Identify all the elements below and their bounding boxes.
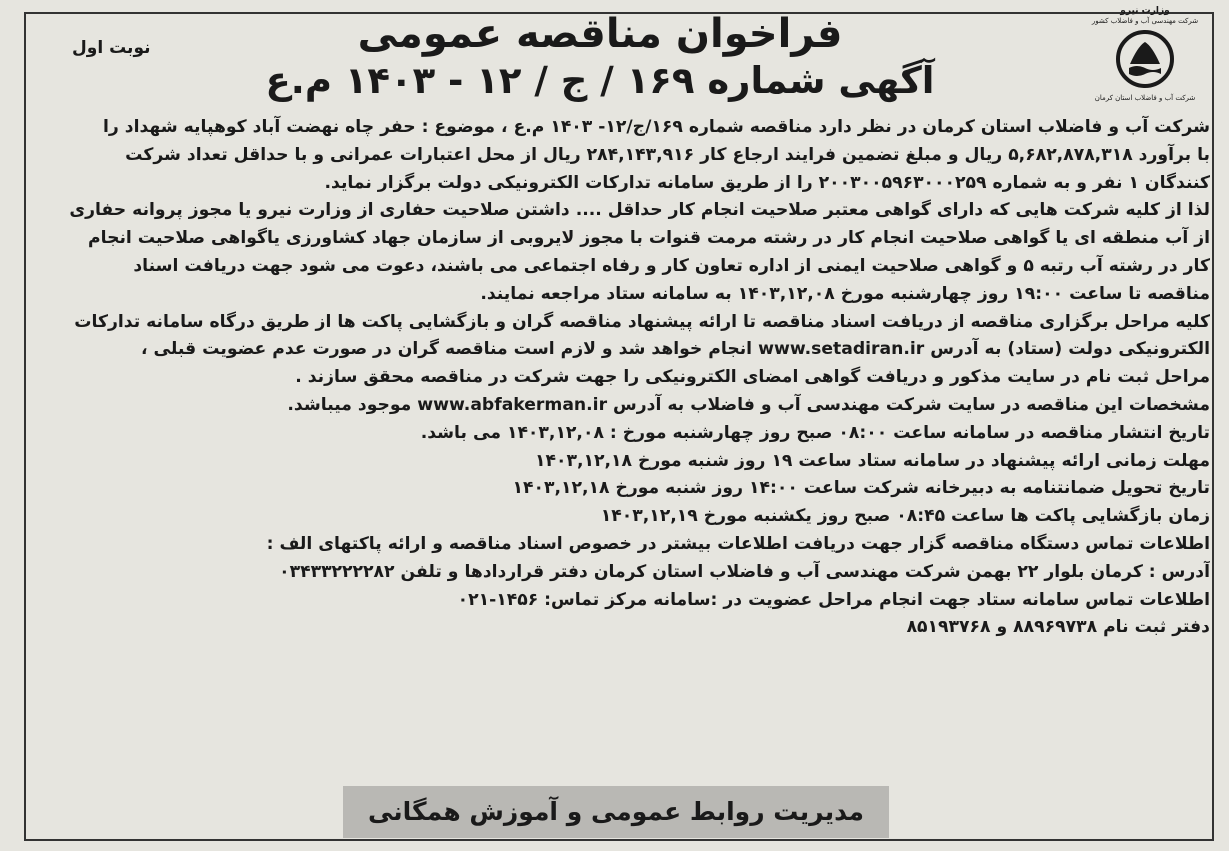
- body-line: شرکت آب و فاضلاب استان کرمان در نظر دارد مناقصه شماره ۱۶۹/ج/۱۲- ۱۴۰۳ م.ع ، موضوع : حفر چاه نهضت آباد کوهپایه شهداد را: [102, 117, 1210, 137]
- body-line: آدرس : کرمان بلوار ۲۲ بهمن شرکت مهندسی آب و فاضلاب استان کرمان دفتر قراردادها و تلفن ۰۳۴۳۳۲۲۲۲۸۲: [279, 561, 1210, 582]
- body-line: کنندگان ۱ نفر و به شماره ۲۰۰۳۰۰۵۹۶۳۰۰۰۲۵۹ را از طریق سامانه تدارکات الکترونیکی دولت برگزار نماید.: [324, 172, 1210, 193]
- page-title: فراخوان مناقصه عمومی: [357, 11, 843, 57]
- body-line: از آب منطقه ای یا گواهی صلاحیت انجام کار در رشته مرمت قنوات با مجوز لایروبی از سازمان جهاد کشاورزی یاگواهی صلاحیت انجام: [88, 228, 1210, 249]
- body-line: مناقصه تا ساعت ۱۹:۰۰ روز چهارشنبه مورخ ۱۴۰۳,۱۲,۰۸ به سامانه ستاد مراجعه نمایند.: [480, 283, 1210, 304]
- logo-ministry-text: وزارت نیرو: [1120, 6, 1170, 16]
- body-line: تاریخ انتشار مناقصه در سامانه ساعت ۰۸:۰۰ صبح روز چهارشنبه مورخ : ۱۴۰۳,۱۲,۰۸ می باشد.: [420, 422, 1210, 443]
- round-label: نوبت اول: [72, 38, 151, 58]
- body-line: مراحل ثبت نام در سایت مذکور و دریافت گواهی امضای الکترونیکی را جهت شرکت در مناقصه محقق سازند .: [295, 367, 1210, 388]
- body-line: اطلاعات تماس دستگاه مناقصه گزار جهت دریافت اطلاعات بیشتر در خصوص اسناد مناقصه و ارائه پاکتهای الف :: [266, 533, 1210, 554]
- body-line: دفتر ثبت نام ۸۸۹۶۹۷۳۸ و ۸۵۱۹۳۷۶۸: [906, 617, 1210, 638]
- body-line: تاریخ تحویل ضمانتنامه به دبیرخانه شرکت ساعت ۱۴:۰۰ روز شنبه مورخ ۱۴۰۳,۱۲,۱۸: [512, 478, 1210, 499]
- logo-caption: شرکت آب و فاضلاب استان کرمان: [1094, 94, 1196, 102]
- footer-banner: مدیریت روابط عمومی و آموزش همگانی: [343, 786, 889, 838]
- body-line: زمان بازگشایی پاکت ها ساعت ۰۸:۴۵ صبح روز یکشنبه مورخ ۱۴۰۳,۱۲,۱۹: [600, 506, 1210, 527]
- body-line: کلیه مراحل برگزاری مناقصه از دریافت اسناد مناقصه تا ارائه پیشنهاد مناقصه گران و بازگشایی پاکت ها از طریق درگاه سامانه تدارکات: [74, 311, 1210, 332]
- company-logo: [1075, 6, 1215, 126]
- body-line: کار در رشته آب رتبه ۵ و گواهی صلاحیت ایمنی از اداره تعاون کار و رفاه اجتماعی می باشند، دعوت می شود جهت دریافت اسناد: [133, 255, 1210, 276]
- body-line: الکترونیکی دولت (ستاد) به آدرس www.setadiran.ir انجام خواهد شد و لازم است مناقصه گران در صورت عدم عضویت قبلی ،: [141, 339, 1210, 360]
- notice-number: آگهی شماره ۱۶۹ / ج / ۱۲ - ۱۴۰۳ م.ع: [265, 59, 935, 102]
- logo-company-text: شرکت مهندسی آب و فاضلاب کشور: [1091, 17, 1199, 25]
- notice-body: [30, 114, 1210, 642]
- body-line: مهلت زمانی ارائه پیشنهاد در سامانه ستاد ساعت ۱۹ روز شنبه مورخ ۱۴۰۳,۱۲,۱۸: [534, 450, 1210, 471]
- water-drop-icon: [1116, 30, 1174, 88]
- body-line: مشخصات این مناقصه در سایت شرکت مهندسی آب و فاضلاب به آدرس www.abfakerman.ir موجود میباشد.: [287, 394, 1210, 415]
- body-line: لذا از کلیه شرکت هایی که دارای گواهی معتبر صلاحیت انجام کار حداقل .... داشتن صلاحیت حفاری از وزارت نیرو یا مجوز پروانه حفاری: [69, 200, 1210, 221]
- body-line: اطلاعات تماس سامانه ستاد جهت انجام مراحل عضویت در :سامانه مرکز تماس: ۱۴۵۶-۰۲۱: [457, 589, 1210, 610]
- body-line: با برآورد ۵,۶۸۲,۸۷۸,۳۱۸ ریال و مبلغ تضمین فرایند ارجاع کار ۲۸۴,۱۴۳,۹۱۶ ریال از محل اعتبارات عمرانی و با حداقل تعداد شرکت: [125, 144, 1210, 165]
